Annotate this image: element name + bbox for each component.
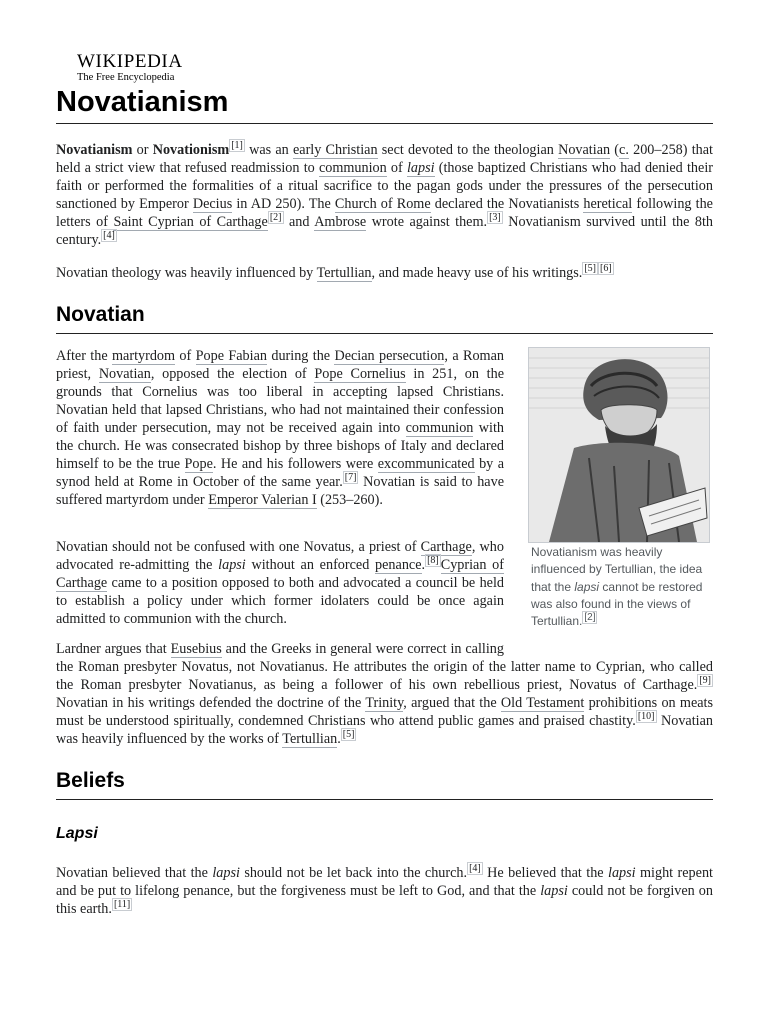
link-communion[interactable]: communion — [405, 420, 474, 436]
link-cyprian-of-carthage[interactable]: Cyprian of Carthage — [56, 557, 504, 591]
italic-term: lapsi — [218, 557, 246, 573]
text: came to a position opposed to both and advocated a council be held to establish a policy under which former idolaters could be once again admitted to communion with the church. — [56, 575, 504, 627]
link-novatian[interactable]: Novatian — [98, 366, 151, 382]
text: Lardner argues that — [56, 641, 171, 657]
text: Novatian theology was heavily influenced by — [56, 265, 317, 281]
link-carthage[interactable]: Carthage — [420, 539, 472, 555]
link-martyrdom[interactable]: martyrdom — [112, 348, 176, 364]
citation[interactable]: [6] — [600, 263, 612, 275]
citation[interactable]: [8] — [427, 555, 439, 567]
link-tertullian[interactable]: Tertullian — [316, 265, 372, 281]
link-penance[interactable]: penance — [375, 557, 422, 573]
page-title: Novatianism — [56, 84, 713, 124]
text: and — [283, 214, 315, 230]
text: Novatian is said to have suffered martyrdom under — [56, 474, 504, 508]
portrait-illustration — [529, 348, 709, 542]
text: Novatian was heavily influenced by the works of — [56, 713, 713, 747]
citation[interactable]: [1] — [231, 140, 243, 152]
subsection-heading-lapsi: Lapsi — [56, 825, 98, 842]
text: , opposed the election of — [150, 366, 315, 382]
link-circa[interactable]: c. — [619, 142, 629, 158]
bold-term: Novationism — [152, 142, 230, 158]
text: prohibitions on meats must be understood spiritually, condemned Christians who attend public games and praised chastity. — [56, 695, 714, 729]
intro-paragraph-2 — [56, 264, 713, 282]
text: . He and his followers were — [212, 456, 378, 472]
novatian-paragraph-3 — [56, 640, 713, 748]
link-emperor-valerian[interactable]: Emperor Valerian I — [208, 492, 317, 508]
link-decian-persecution[interactable]: Decian persecution — [334, 348, 445, 364]
figure-caption — [528, 544, 710, 630]
text: in AD 250). The — [232, 196, 335, 212]
intro-paragraph-1 — [56, 141, 713, 249]
text: (253–260). — [316, 492, 383, 508]
italic-term: lapsi — [608, 865, 636, 881]
text: should not be let back into the church. — [239, 865, 468, 881]
link-lapsi[interactable]: lapsi — [406, 160, 435, 176]
text: in 251, on the grounds that Cornelius was too liberal in accepting lapsed Christians. Novatian held that lapsed Christians, who had not maintained their confession of faith under persecution, may not be received again into — [56, 366, 504, 436]
italic-term: lapsi — [212, 865, 240, 881]
text: Novatianism survived until the 8th century. — [56, 214, 714, 248]
tertullian-portrait[interactable] — [528, 347, 710, 543]
text: Novatian should not be confused with one Novatus, a priest of — [56, 539, 421, 555]
link-saint-cyprian[interactable]: Saint Cyprian of Carthage — [113, 214, 268, 230]
link-pope-cornelius[interactable]: Pope Cornelius — [314, 366, 406, 382]
link-trinity[interactable]: Trinity — [365, 695, 404, 711]
link-tertullian[interactable]: Tertullian — [282, 731, 338, 747]
caption-text: Novatianism was heavily influenced by Tertullian, the idea that the — [531, 545, 703, 594]
text: declared the Novatianists — [430, 196, 584, 212]
link-communion[interactable]: communion — [318, 160, 387, 176]
link-old-testament[interactable]: Old Testament — [500, 695, 585, 711]
text: He believed that the — [482, 865, 609, 881]
caption-italic: lapsi — [574, 579, 600, 594]
text: , who advocated re-admitting the — [56, 539, 504, 573]
section-heading-novatian: Novatian — [56, 302, 713, 334]
citation[interactable]: [4] — [103, 230, 115, 242]
text: could not be forgiven on this earth. — [56, 883, 713, 917]
text: , and made heavy use of his writings. — [371, 265, 583, 281]
link-pope[interactable]: Pope — [184, 456, 213, 472]
text: and the Greeks in general were correct in calling the Roman presbyter Novatus, not Novatianus. He attributes the origin of the latter name to Cyprian, who called the Roman presbyter Novatianus, as being a follower of his own rebellious priest, Novatus of Carthage. — [56, 641, 713, 693]
text: After the — [56, 348, 113, 364]
novatian-paragraph-1 — [56, 347, 504, 509]
text: (those baptized Christians who had denied their faith or performed the formalities of a ritual sacrifice to the pagan gods under the pressures of the persecution sanctioned by Emperor — [56, 160, 713, 212]
citation[interactable]: [10] — [637, 711, 655, 723]
citation[interactable]: [5] — [584, 263, 596, 275]
text: , argued that the — [403, 695, 501, 711]
text: was an — [244, 142, 293, 158]
citation[interactable]: [2] — [269, 212, 282, 224]
float-spacer — [504, 640, 713, 658]
link-excommunicated[interactable]: excommunicated — [377, 456, 475, 472]
citation[interactable]: [7] — [344, 472, 357, 484]
caption-text: cannot be restored was also found in the views of Tertullian. — [531, 579, 703, 629]
text: sect devoted to the theologian — [377, 142, 559, 158]
citation[interactable]: [3] — [489, 212, 501, 224]
tagline: The Free Encyclopedia — [77, 72, 175, 83]
link-ambrose[interactable]: Ambrose — [314, 214, 367, 230]
text: might repent and be put to lifelong penance, but the forgiveness must be left to God, and that the — [56, 865, 713, 899]
citation[interactable]: [11] — [113, 899, 131, 911]
text: . — [421, 557, 426, 573]
text: without an enforced — [245, 557, 376, 573]
link-heretical[interactable]: heretical — [583, 196, 633, 212]
citation[interactable]: [5] — [342, 729, 355, 741]
wordmark: WIKIPEDIA — [77, 51, 183, 72]
link-novatian[interactable]: Novatian — [558, 142, 611, 158]
citation[interactable]: [9] — [699, 675, 711, 687]
link-decius[interactable]: Decius — [192, 196, 233, 212]
text: by a synod held at Rome in October of the same year. — [56, 456, 504, 490]
text: of — [386, 160, 407, 176]
wikipedia-logo[interactable] — [77, 52, 183, 84]
text: Novatian in his writings defended the doctrine of the — [56, 695, 366, 711]
link-early-christian[interactable]: early Christian — [292, 142, 378, 158]
text: , a Roman priest, — [56, 348, 504, 382]
novatian-paragraph-2 — [56, 538, 504, 628]
link-pope-fabian[interactable]: Pope Fabian — [195, 348, 267, 364]
text: 200–258) that held a strict view that refused readmission to — [56, 142, 713, 176]
text: wrote against them. — [366, 214, 488, 230]
text: Novatian believed that the — [56, 865, 213, 881]
text: following the letters of — [56, 196, 713, 230]
link-eusebius[interactable]: Eusebius — [170, 641, 222, 657]
citation[interactable]: [2] — [584, 612, 596, 624]
text: of — [175, 348, 196, 364]
citation[interactable]: [4] — [469, 863, 481, 875]
text: with the church. He was consecrated bishop by three bishops of Italy and declared himself to be the true — [56, 420, 504, 472]
section-heading-beliefs: Beliefs — [56, 768, 713, 800]
text: or — [132, 142, 153, 158]
text: during the — [266, 348, 335, 364]
italic-term: lapsi — [540, 883, 568, 899]
text: ( — [610, 142, 620, 158]
text: . — [337, 731, 341, 747]
link-church-of-rome[interactable]: Church of Rome — [334, 196, 431, 212]
bold-term: Novatianism — [56, 142, 133, 158]
figure-tertullian — [528, 347, 710, 630]
beliefs-paragraph-1 — [56, 864, 713, 918]
